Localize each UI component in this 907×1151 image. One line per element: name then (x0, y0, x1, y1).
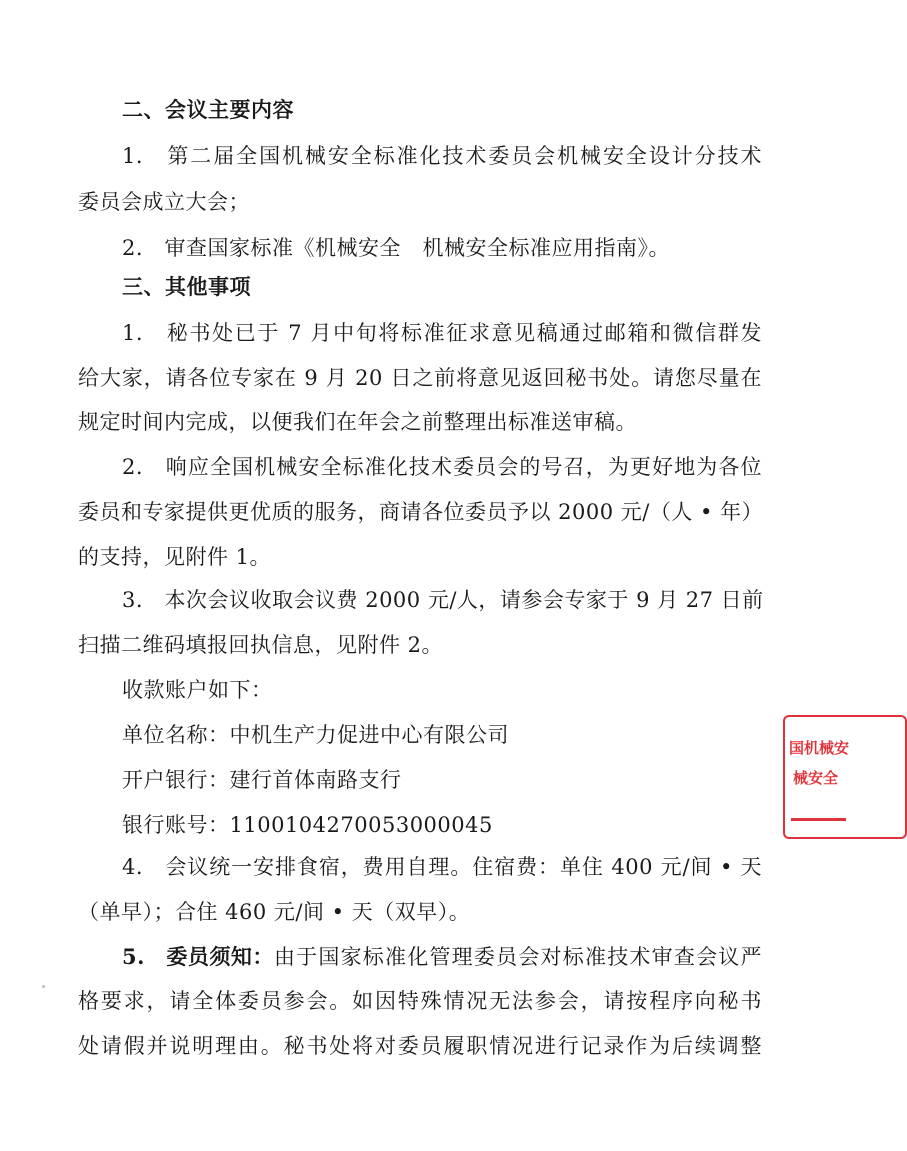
account-bank: 开户银行：建行首体南路支行 (122, 768, 402, 792)
section-3-heading: 三、其他事项 (122, 274, 251, 299)
item-5-line-1-text: 由于国家标准化管理委员会对标准技术审查会议严 (273, 945, 762, 969)
section-3-item-5-line-2: 格要求，请全体委员参会。如因特殊情况无法参会，请按程序向秘书 (78, 989, 762, 1013)
section-3-item-1-line-3: 规定时间内完成，以便我们在年会之前整理出标准送审稿。 (78, 410, 637, 434)
account-title: 收款账户如下： (122, 678, 273, 702)
section-3-item-2-line-2: 委员和专家提供更优质的服务，商请各位委员予以 2000 元/（人 • 年） (78, 500, 764, 524)
section-3-item-3-line-2: 扫描二维码填报回执信息，见附件 2。 (78, 633, 444, 657)
section-3-item-5-line-3: 处请假并说明理由。秘书处将对委员履职情况进行记录作为后续调整 (78, 1034, 762, 1058)
section-2-item-1-line-2: 委员会成立大会； (78, 190, 250, 214)
official-seal-stamp (783, 715, 850, 835)
section-3-item-3-line-1: 3. 本次会议收取会议费 2000 元/人，请参会专家于 9 月 27 日前 (122, 588, 764, 612)
section-2-heading: 二、会议主要内容 (122, 97, 294, 122)
section-3-item-2-line-3: 的支持，见附件 1。 (78, 545, 272, 569)
section-3-item-5-line-1 (122, 942, 762, 972)
section-3-item-1-line-1: 1. 秘书处已于 7 月中旬将标准征求意见稿通过邮箱和微信群发 (122, 321, 762, 345)
account-name: 单位名称：中机生产力促进中心有限公司 (122, 723, 509, 747)
section-3-item-4-line-2: （单早）；合住 460 元/间 • 天（双早）。 (78, 900, 471, 924)
scan-speck (42, 985, 45, 988)
seal-mark (791, 818, 846, 821)
section-3-item-2-line-1: 2. 响应全国机械安全标准化技术委员会的号召，为更好地为各位 (122, 455, 762, 479)
item-5-bold-prefix: 5. 委员须知： (122, 944, 274, 969)
section-2-item-1-line-1: 1. 第二届全国机械安全标准化技术委员会机械安全设计分技术 (122, 144, 762, 168)
section-2-item-2: 2. 审查国家标准《机械安全 机械安全标准应用指南》。 (122, 236, 671, 260)
seal-text-line-1: 国机械安 (789, 739, 850, 757)
seal-text-line-2: 械安全 (793, 769, 839, 787)
section-3-item-4-line-1: 4. 会议统一安排食宿，费用自理。住宿费：单住 400 元/间 • 天 (122, 855, 762, 879)
section-3-item-1-line-2: 给大家，请各位专家在 9 月 20 日之前将意见返回秘书处。请您尽量在 (78, 366, 762, 390)
account-number: 银行账号：1100104270053000045 (122, 813, 493, 837)
